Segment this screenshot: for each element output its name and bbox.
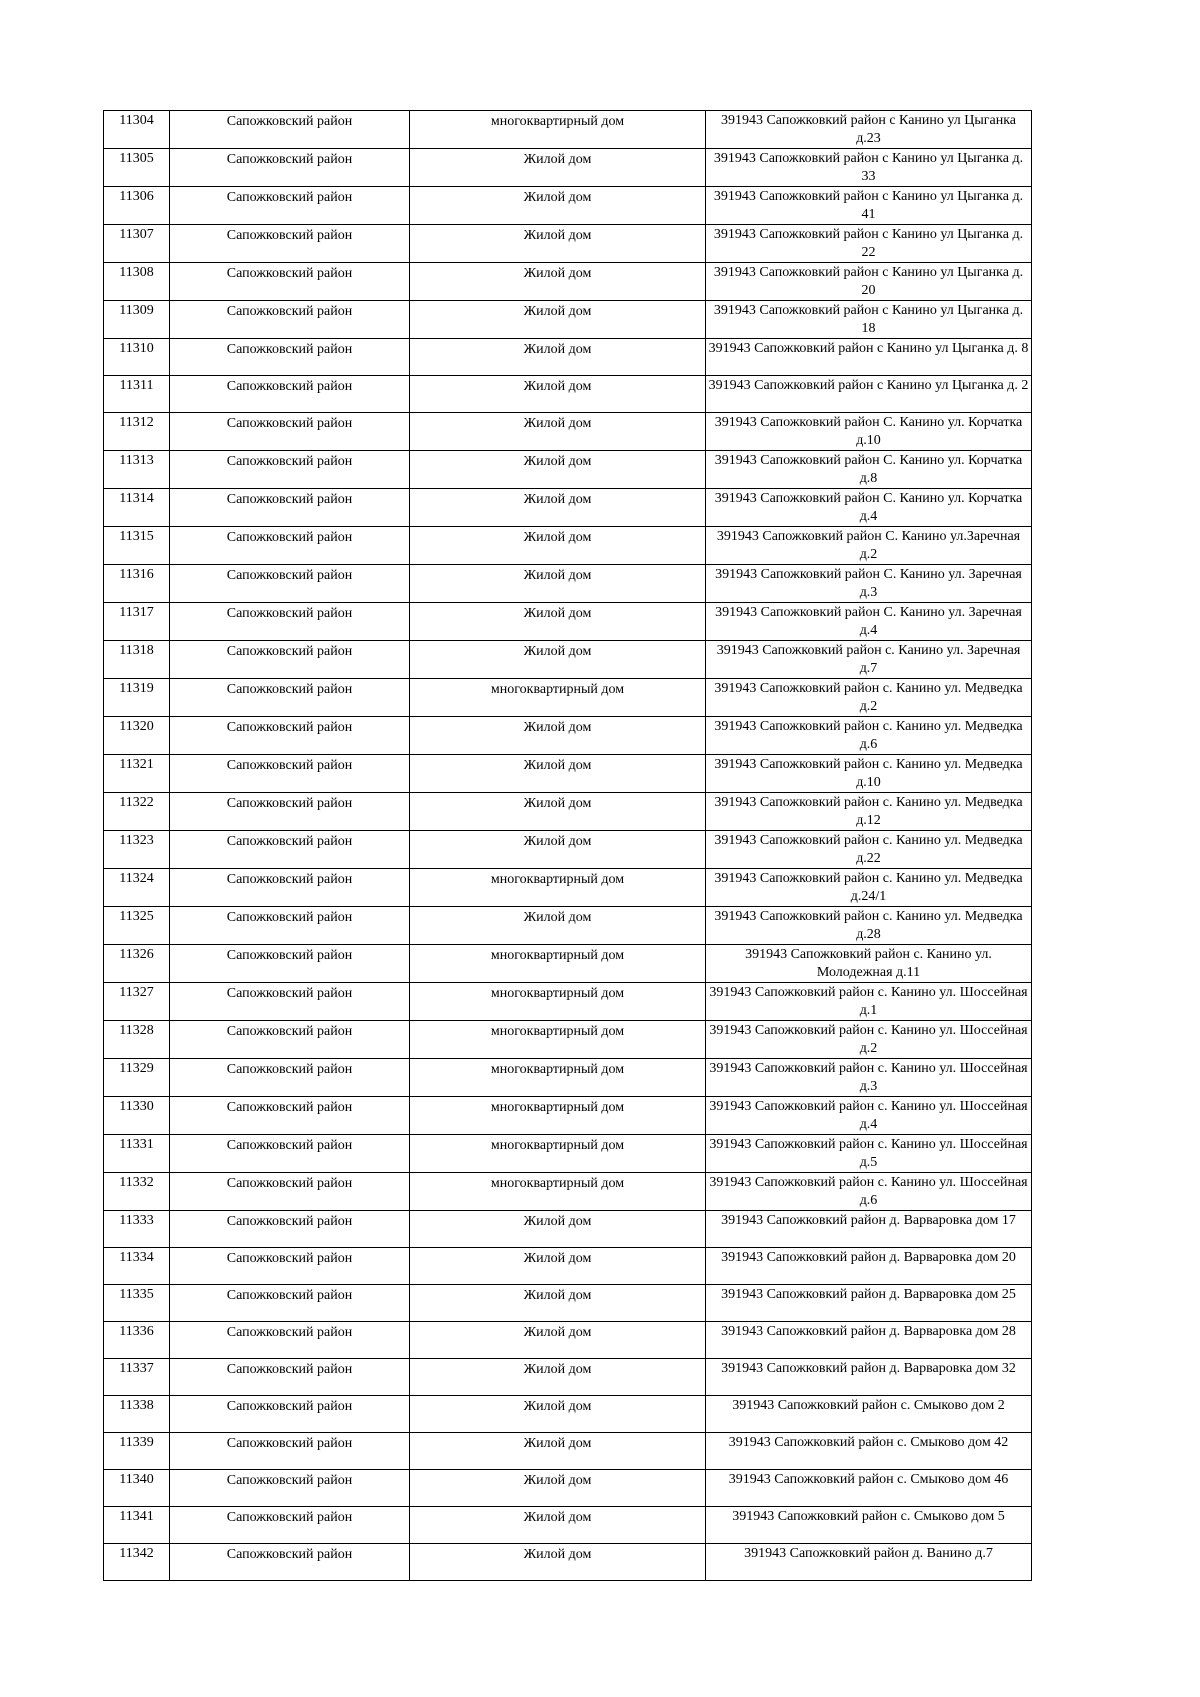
cell-district: Сапожковский район xyxy=(170,641,410,679)
cell-building-type: Жилой дом xyxy=(410,376,706,413)
cell-district: Сапожковский район xyxy=(170,679,410,717)
cell-district: Сапожковский район xyxy=(170,1544,410,1581)
table-row xyxy=(104,263,1032,301)
cell-address: 391943 Сапожковкий район д. Ванино д.7 xyxy=(706,1544,1032,1581)
cell-building-type: многоквартирный дом xyxy=(410,945,706,983)
cell-id: 11340 xyxy=(104,1470,170,1507)
cell-district: Сапожковский район xyxy=(170,1059,410,1097)
table-row xyxy=(104,717,1032,755)
table-row xyxy=(104,1433,1032,1470)
cell-address: 391943 Сапожковкий район с. Смыково дом 46 xyxy=(706,1470,1032,1507)
table-row xyxy=(104,831,1032,869)
cell-id: 11308 xyxy=(104,263,170,301)
cell-address: 391943 Сапожковкий район с Канино ул Цыганка д. 33 xyxy=(706,149,1032,187)
cell-building-type: многоквартирный дом xyxy=(410,869,706,907)
table-row xyxy=(104,1211,1032,1248)
table-row xyxy=(104,641,1032,679)
cell-address: 391943 Сапожковкий район с. Канино ул. Медведка д.6 xyxy=(706,717,1032,755)
cell-building-type: многоквартирный дом xyxy=(410,1097,706,1135)
cell-address: 391943 Сапожковкий район с. Канино ул. Шоссейная д.6 xyxy=(706,1173,1032,1211)
cell-district: Сапожковский район xyxy=(170,869,410,907)
table-row xyxy=(104,527,1032,565)
cell-id: 11333 xyxy=(104,1211,170,1248)
cell-address: 391943 Сапожковкий район д. Варваровка дом 17 xyxy=(706,1211,1032,1248)
table-row xyxy=(104,1322,1032,1359)
table-row xyxy=(104,111,1032,149)
cell-district: Сапожковский район xyxy=(170,1135,410,1173)
cell-building-type: Жилой дом xyxy=(410,1544,706,1581)
cell-address: 391943 Сапожковкий район с Канино ул Цыганка д. 22 xyxy=(706,225,1032,263)
cell-building-type: Жилой дом xyxy=(410,263,706,301)
cell-id: 11307 xyxy=(104,225,170,263)
cell-id: 11331 xyxy=(104,1135,170,1173)
cell-district: Сапожковский район xyxy=(170,1173,410,1211)
table-row xyxy=(104,1470,1032,1507)
cell-district: Сапожковский район xyxy=(170,413,410,451)
cell-district: Сапожковский район xyxy=(170,149,410,187)
cell-id: 11329 xyxy=(104,1059,170,1097)
cell-id: 11330 xyxy=(104,1097,170,1135)
cell-id: 11319 xyxy=(104,679,170,717)
cell-id: 11316 xyxy=(104,565,170,603)
table-row xyxy=(104,339,1032,376)
cell-district: Сапожковский район xyxy=(170,376,410,413)
cell-id: 11325 xyxy=(104,907,170,945)
cell-building-type: Жилой дом xyxy=(410,1285,706,1322)
cell-district: Сапожковский район xyxy=(170,565,410,603)
cell-id: 11341 xyxy=(104,1507,170,1544)
table-row xyxy=(104,945,1032,983)
cell-id: 11334 xyxy=(104,1248,170,1285)
cell-district: Сапожковский район xyxy=(170,1248,410,1285)
cell-building-type: Жилой дом xyxy=(410,489,706,527)
table-row xyxy=(104,565,1032,603)
cell-building-type: Жилой дом xyxy=(410,603,706,641)
cell-district: Сапожковский район xyxy=(170,301,410,339)
cell-building-type: Жилой дом xyxy=(410,641,706,679)
table-row xyxy=(104,1135,1032,1173)
cell-id: 11305 xyxy=(104,149,170,187)
cell-address: 391943 Сапожковкий район с Канино ул Цыганка д. 8 xyxy=(706,339,1032,376)
cell-id: 11310 xyxy=(104,339,170,376)
cell-address: 391943 Сапожковкий район с. Канино ул. Заречная д.7 xyxy=(706,641,1032,679)
cell-address: 391943 Сапожковкий район С. Канино ул. Корчатка д.8 xyxy=(706,451,1032,489)
table-row xyxy=(104,451,1032,489)
cell-district: Сапожковский район xyxy=(170,339,410,376)
cell-building-type: Жилой дом xyxy=(410,301,706,339)
housing-registry-table xyxy=(103,110,1032,1581)
table-row xyxy=(104,1285,1032,1322)
cell-id: 11320 xyxy=(104,717,170,755)
cell-building-type: Жилой дом xyxy=(410,1322,706,1359)
cell-building-type: многоквартирный дом xyxy=(410,1135,706,1173)
cell-address: 391943 Сапожковкий район д. Варваровка дом 20 xyxy=(706,1248,1032,1285)
cell-district: Сапожковский район xyxy=(170,1433,410,1470)
cell-building-type: Жилой дом xyxy=(410,451,706,489)
table-row xyxy=(104,1359,1032,1396)
cell-district: Сапожковский район xyxy=(170,489,410,527)
cell-district: Сапожковский район xyxy=(170,1211,410,1248)
cell-district: Сапожковский район xyxy=(170,983,410,1021)
cell-building-type: многоквартирный дом xyxy=(410,111,706,149)
cell-district: Сапожковский район xyxy=(170,755,410,793)
table-body xyxy=(104,111,1032,1581)
cell-id: 11327 xyxy=(104,983,170,1021)
cell-address: 391943 Сапожковкий район с. Канино ул. Медведка д.10 xyxy=(706,755,1032,793)
table-row xyxy=(104,1544,1032,1581)
cell-building-type: Жилой дом xyxy=(410,755,706,793)
cell-district: Сапожковский район xyxy=(170,1285,410,1322)
cell-district: Сапожковский район xyxy=(170,527,410,565)
cell-address: 391943 Сапожковкий район с Канино ул Цыганка д. 18 xyxy=(706,301,1032,339)
table-row xyxy=(104,376,1032,413)
table-row xyxy=(104,1507,1032,1544)
cell-address: 391943 Сапожковкий район с. Канино ул. Шоссейная д.1 xyxy=(706,983,1032,1021)
cell-id: 11328 xyxy=(104,1021,170,1059)
cell-id: 11335 xyxy=(104,1285,170,1322)
table-row xyxy=(104,603,1032,641)
cell-address: 391943 Сапожковкий район с. Канино ул. Шоссейная д.3 xyxy=(706,1059,1032,1097)
cell-district: Сапожковский район xyxy=(170,1097,410,1135)
cell-building-type: Жилой дом xyxy=(410,1396,706,1433)
cell-id: 11326 xyxy=(104,945,170,983)
cell-address: 391943 Сапожковкий район с. Смыково дом 42 xyxy=(706,1433,1032,1470)
cell-id: 11318 xyxy=(104,641,170,679)
cell-id: 11336 xyxy=(104,1322,170,1359)
cell-district: Сапожковский район xyxy=(170,1507,410,1544)
table-row xyxy=(104,1097,1032,1135)
cell-district: Сапожковский район xyxy=(170,907,410,945)
cell-id: 11323 xyxy=(104,831,170,869)
cell-building-type: многоквартирный дом xyxy=(410,983,706,1021)
cell-address: 391943 Сапожковкий район с. Смыково дом 2 xyxy=(706,1396,1032,1433)
cell-id: 11315 xyxy=(104,527,170,565)
cell-id: 11321 xyxy=(104,755,170,793)
cell-district: Сапожковский район xyxy=(170,1322,410,1359)
cell-address: 391943 Сапожковкий район С. Канино ул. Заречная д.4 xyxy=(706,603,1032,641)
cell-address: 391943 Сапожковкий район с. Канино ул. Медведка д.28 xyxy=(706,907,1032,945)
cell-id: 11332 xyxy=(104,1173,170,1211)
cell-address: 391943 Сапожковкий район с Канино ул Цыганка д.23 xyxy=(706,111,1032,149)
cell-building-type: Жилой дом xyxy=(410,339,706,376)
table-row xyxy=(104,679,1032,717)
cell-address: 391943 Сапожковкий район С. Канино ул. Корчатка д.4 xyxy=(706,489,1032,527)
table-row xyxy=(104,413,1032,451)
cell-address: 391943 Сапожковкий район с. Канино ул. Шоссейная д.5 xyxy=(706,1135,1032,1173)
cell-id: 11306 xyxy=(104,187,170,225)
cell-id: 11314 xyxy=(104,489,170,527)
cell-building-type: Жилой дом xyxy=(410,1211,706,1248)
cell-id: 11317 xyxy=(104,603,170,641)
table-row xyxy=(104,225,1032,263)
cell-building-type: Жилой дом xyxy=(410,793,706,831)
table-row xyxy=(104,301,1032,339)
cell-id: 11313 xyxy=(104,451,170,489)
cell-district: Сапожковский район xyxy=(170,831,410,869)
cell-building-type: Жилой дом xyxy=(410,1470,706,1507)
cell-district: Сапожковский район xyxy=(170,945,410,983)
table-row xyxy=(104,187,1032,225)
table-row xyxy=(104,149,1032,187)
cell-district: Сапожковский район xyxy=(170,187,410,225)
cell-address: 391943 Сапожковкий район с. Канино ул. Медведка д.12 xyxy=(706,793,1032,831)
cell-district: Сапожковский район xyxy=(170,111,410,149)
cell-id: 11312 xyxy=(104,413,170,451)
cell-building-type: Жилой дом xyxy=(410,717,706,755)
cell-building-type: Жилой дом xyxy=(410,187,706,225)
table-row xyxy=(104,1059,1032,1097)
cell-building-type: Жилой дом xyxy=(410,149,706,187)
cell-id: 11338 xyxy=(104,1396,170,1433)
cell-building-type: многоквартирный дом xyxy=(410,679,706,717)
cell-district: Сапожковский район xyxy=(170,1021,410,1059)
cell-id: 11342 xyxy=(104,1544,170,1581)
cell-building-type: Жилой дом xyxy=(410,1433,706,1470)
cell-building-type: многоквартирный дом xyxy=(410,1173,706,1211)
cell-address: 391943 Сапожковкий район с Канино ул Цыганка д. 2 xyxy=(706,376,1032,413)
cell-address: 391943 Сапожковкий район с. Канино ул. Медведка д.2 xyxy=(706,679,1032,717)
cell-address: 391943 Сапожковкий район д. Варваровка дом 25 xyxy=(706,1285,1032,1322)
table-row xyxy=(104,907,1032,945)
cell-district: Сапожковский район xyxy=(170,225,410,263)
cell-building-type: Жилой дом xyxy=(410,1359,706,1396)
table-row xyxy=(104,1173,1032,1211)
cell-building-type: Жилой дом xyxy=(410,565,706,603)
cell-district: Сапожковский район xyxy=(170,793,410,831)
cell-district: Сапожковский район xyxy=(170,451,410,489)
table-row xyxy=(104,1396,1032,1433)
cell-address: 391943 Сапожковкий район с. Канино ул. Медведка д.22 xyxy=(706,831,1032,869)
table-row xyxy=(104,489,1032,527)
cell-address: 391943 Сапожковкий район с. Канино ул. Медведка д.24/1 xyxy=(706,869,1032,907)
cell-building-type: многоквартирный дом xyxy=(410,1059,706,1097)
cell-building-type: Жилой дом xyxy=(410,225,706,263)
cell-district: Сапожковский район xyxy=(170,1396,410,1433)
cell-building-type: многоквартирный дом xyxy=(410,1021,706,1059)
table-row xyxy=(104,755,1032,793)
cell-address: 391943 Сапожковкий район д. Варваровка дом 28 xyxy=(706,1322,1032,1359)
cell-address: 391943 Сапожковкий район д. Варваровка дом 32 xyxy=(706,1359,1032,1396)
cell-district: Сапожковский район xyxy=(170,263,410,301)
table-row xyxy=(104,793,1032,831)
cell-building-type: Жилой дом xyxy=(410,831,706,869)
cell-id: 11324 xyxy=(104,869,170,907)
cell-building-type: Жилой дом xyxy=(410,413,706,451)
cell-building-type: Жилой дом xyxy=(410,1248,706,1285)
cell-building-type: Жилой дом xyxy=(410,527,706,565)
table-row xyxy=(104,1021,1032,1059)
cell-district: Сапожковский район xyxy=(170,1470,410,1507)
cell-id: 11311 xyxy=(104,376,170,413)
table-row xyxy=(104,869,1032,907)
cell-district: Сапожковский район xyxy=(170,1359,410,1396)
cell-id: 11304 xyxy=(104,111,170,149)
cell-address: 391943 Сапожковкий район с Канино ул Цыганка д. 41 xyxy=(706,187,1032,225)
cell-district: Сапожковский район xyxy=(170,603,410,641)
cell-building-type: Жилой дом xyxy=(410,1507,706,1544)
cell-building-type: Жилой дом xyxy=(410,907,706,945)
table-row xyxy=(104,1248,1032,1285)
cell-address: 391943 Сапожковкий район С. Канино ул.Заречная д.2 xyxy=(706,527,1032,565)
table-row xyxy=(104,983,1032,1021)
cell-address: 391943 Сапожковкий район с. Канино ул. Шоссейная д.4 xyxy=(706,1097,1032,1135)
cell-address: 391943 Сапожковкий район с Канино ул Цыганка д. 20 xyxy=(706,263,1032,301)
cell-id: 11322 xyxy=(104,793,170,831)
cell-address: 391943 Сапожковкий район С. Канино ул. Корчатка д.10 xyxy=(706,413,1032,451)
cell-address: 391943 Сапожковкий район с. Канино ул. Шоссейная д.2 xyxy=(706,1021,1032,1059)
cell-id: 11309 xyxy=(104,301,170,339)
cell-id: 11339 xyxy=(104,1433,170,1470)
cell-id: 11337 xyxy=(104,1359,170,1396)
cell-district: Сапожковский район xyxy=(170,717,410,755)
cell-address: 391943 Сапожковкий район С. Канино ул. Заречная д.3 xyxy=(706,565,1032,603)
cell-address: 391943 Сапожковкий район с. Канино ул. Молодежная д.11 xyxy=(706,945,1032,983)
cell-address: 391943 Сапожковкий район с. Смыково дом 5 xyxy=(706,1507,1032,1544)
